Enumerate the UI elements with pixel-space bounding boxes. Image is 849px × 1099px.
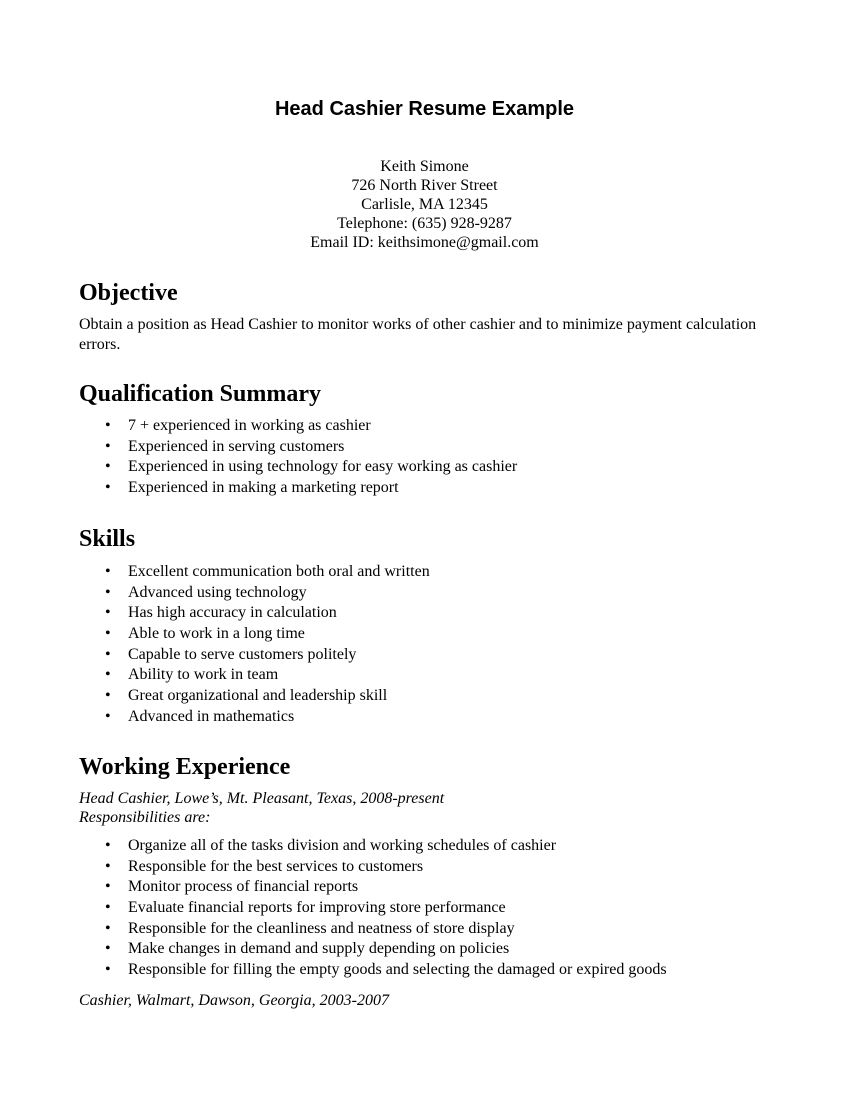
list-item [79, 624, 779, 645]
job-title-walmart: Cashier, Walmart, Dawson, Georgia, 2003-2007 [79, 991, 389, 1009]
list-item [79, 562, 779, 583]
list-item-text: Excellent communication both oral and written [128, 563, 430, 580]
list-item [79, 603, 779, 624]
bullet-icon: • [105, 479, 111, 497]
objective-text: Obtain a position as Head Cashier to monitor works of other cashier and to minimize payment calculation errors. [79, 316, 757, 353]
list-item-text: Experienced in making a marketing report [128, 479, 399, 497]
contact-email: Email ID: keithsimone@gmail.com [310, 234, 539, 251]
list-item-text: Capable to serve customers politely [128, 645, 357, 663]
bullet-icon: • [105, 837, 111, 854]
list-item [79, 836, 779, 857]
job-title-lowes: Head Cashier, Lowe’s, Mt. Pleasant, Texas, 2008-present [79, 790, 445, 807]
list-item [79, 437, 779, 458]
list-item-text: Evaluate financial reports for improving store performance [128, 899, 506, 917]
list-item-text: Advanced in mathematics [128, 707, 295, 725]
list-item [79, 939, 779, 960]
list-item [79, 416, 779, 437]
list-item [79, 857, 779, 878]
contact-city: Carlisle, MA 12345 [361, 196, 488, 213]
bullet-icon: • [105, 604, 111, 622]
list-item [79, 707, 779, 728]
objective-section [79, 279, 779, 355]
list-item-text: Great organizational and leadership skill [128, 687, 388, 705]
list-item-text: Responsible for the best services to customers [128, 857, 424, 875]
list-item [79, 877, 779, 898]
bullet-icon: • [105, 878, 111, 896]
list-item [79, 583, 779, 604]
contact-telephone: Telephone: (635) 928-9287 [337, 215, 512, 232]
list-item [79, 457, 779, 478]
bullet-icon: • [105, 687, 111, 705]
bullet-icon: • [105, 563, 111, 580]
experience-section [79, 753, 779, 1010]
list-item [79, 478, 779, 499]
list-item [79, 919, 779, 940]
list-item [79, 686, 779, 707]
list-item-text: Advanced using technology [128, 583, 307, 601]
skills-heading: Skills [79, 526, 136, 552]
experience-heading: Working Experience [79, 754, 291, 780]
list-item [79, 960, 779, 981]
bullet-icon: • [105, 919, 111, 937]
qualification-heading: Qualification Summary [79, 381, 322, 407]
bullet-icon: • [105, 417, 111, 434]
list-item-text: Has high accuracy in calculation [128, 604, 337, 622]
bullet-icon: • [105, 940, 111, 958]
list-item [79, 665, 779, 686]
list-item [79, 645, 779, 666]
bullet-icon: • [105, 666, 111, 684]
responsibilities-label: Responsibilities are: [79, 809, 211, 826]
qualification-list [79, 416, 779, 499]
qualification-section [79, 380, 779, 499]
bullet-icon: • [105, 857, 111, 875]
list-item-text: 7 + experienced in working as cashier [128, 417, 371, 434]
contact-name: Keith Simone [380, 158, 469, 175]
bullet-icon: • [105, 645, 111, 663]
list-item [79, 898, 779, 919]
responsibilities-list [79, 836, 779, 981]
skills-list [79, 562, 779, 728]
skills-section [79, 525, 779, 728]
list-item-text: Responsible for the cleanliness and neatness of store display [128, 919, 515, 937]
bullet-icon: • [105, 961, 111, 979]
bullet-icon: • [105, 899, 111, 917]
list-item-text: Experienced in serving customers [128, 437, 345, 455]
bullet-icon: • [105, 625, 111, 643]
objective-heading: Objective [79, 280, 178, 306]
page-title: Head Cashier Resume Example [274, 98, 575, 120]
bullet-icon: • [105, 707, 111, 725]
list-item-text: Ability to work in team [128, 666, 279, 684]
list-item-text: Responsible for filling the empty goods and selecting the damaged or expired goods [128, 961, 667, 979]
list-item-text: Organize all of the tasks division and working schedules of cashier [128, 837, 557, 854]
contact-street: 726 North River Street [351, 177, 498, 194]
bullet-icon: • [105, 458, 111, 476]
list-item-text: Monitor process of financial reports [128, 878, 359, 896]
list-item-text: Able to work in a long time [128, 625, 305, 643]
contact-block [0, 157, 849, 252]
bullet-icon: • [105, 437, 111, 455]
list-item-text: Make changes in demand and supply depending on policies [128, 940, 510, 958]
list-item-text: Experienced in using technology for easy working as cashier [128, 458, 518, 476]
bullet-icon: • [105, 583, 111, 601]
